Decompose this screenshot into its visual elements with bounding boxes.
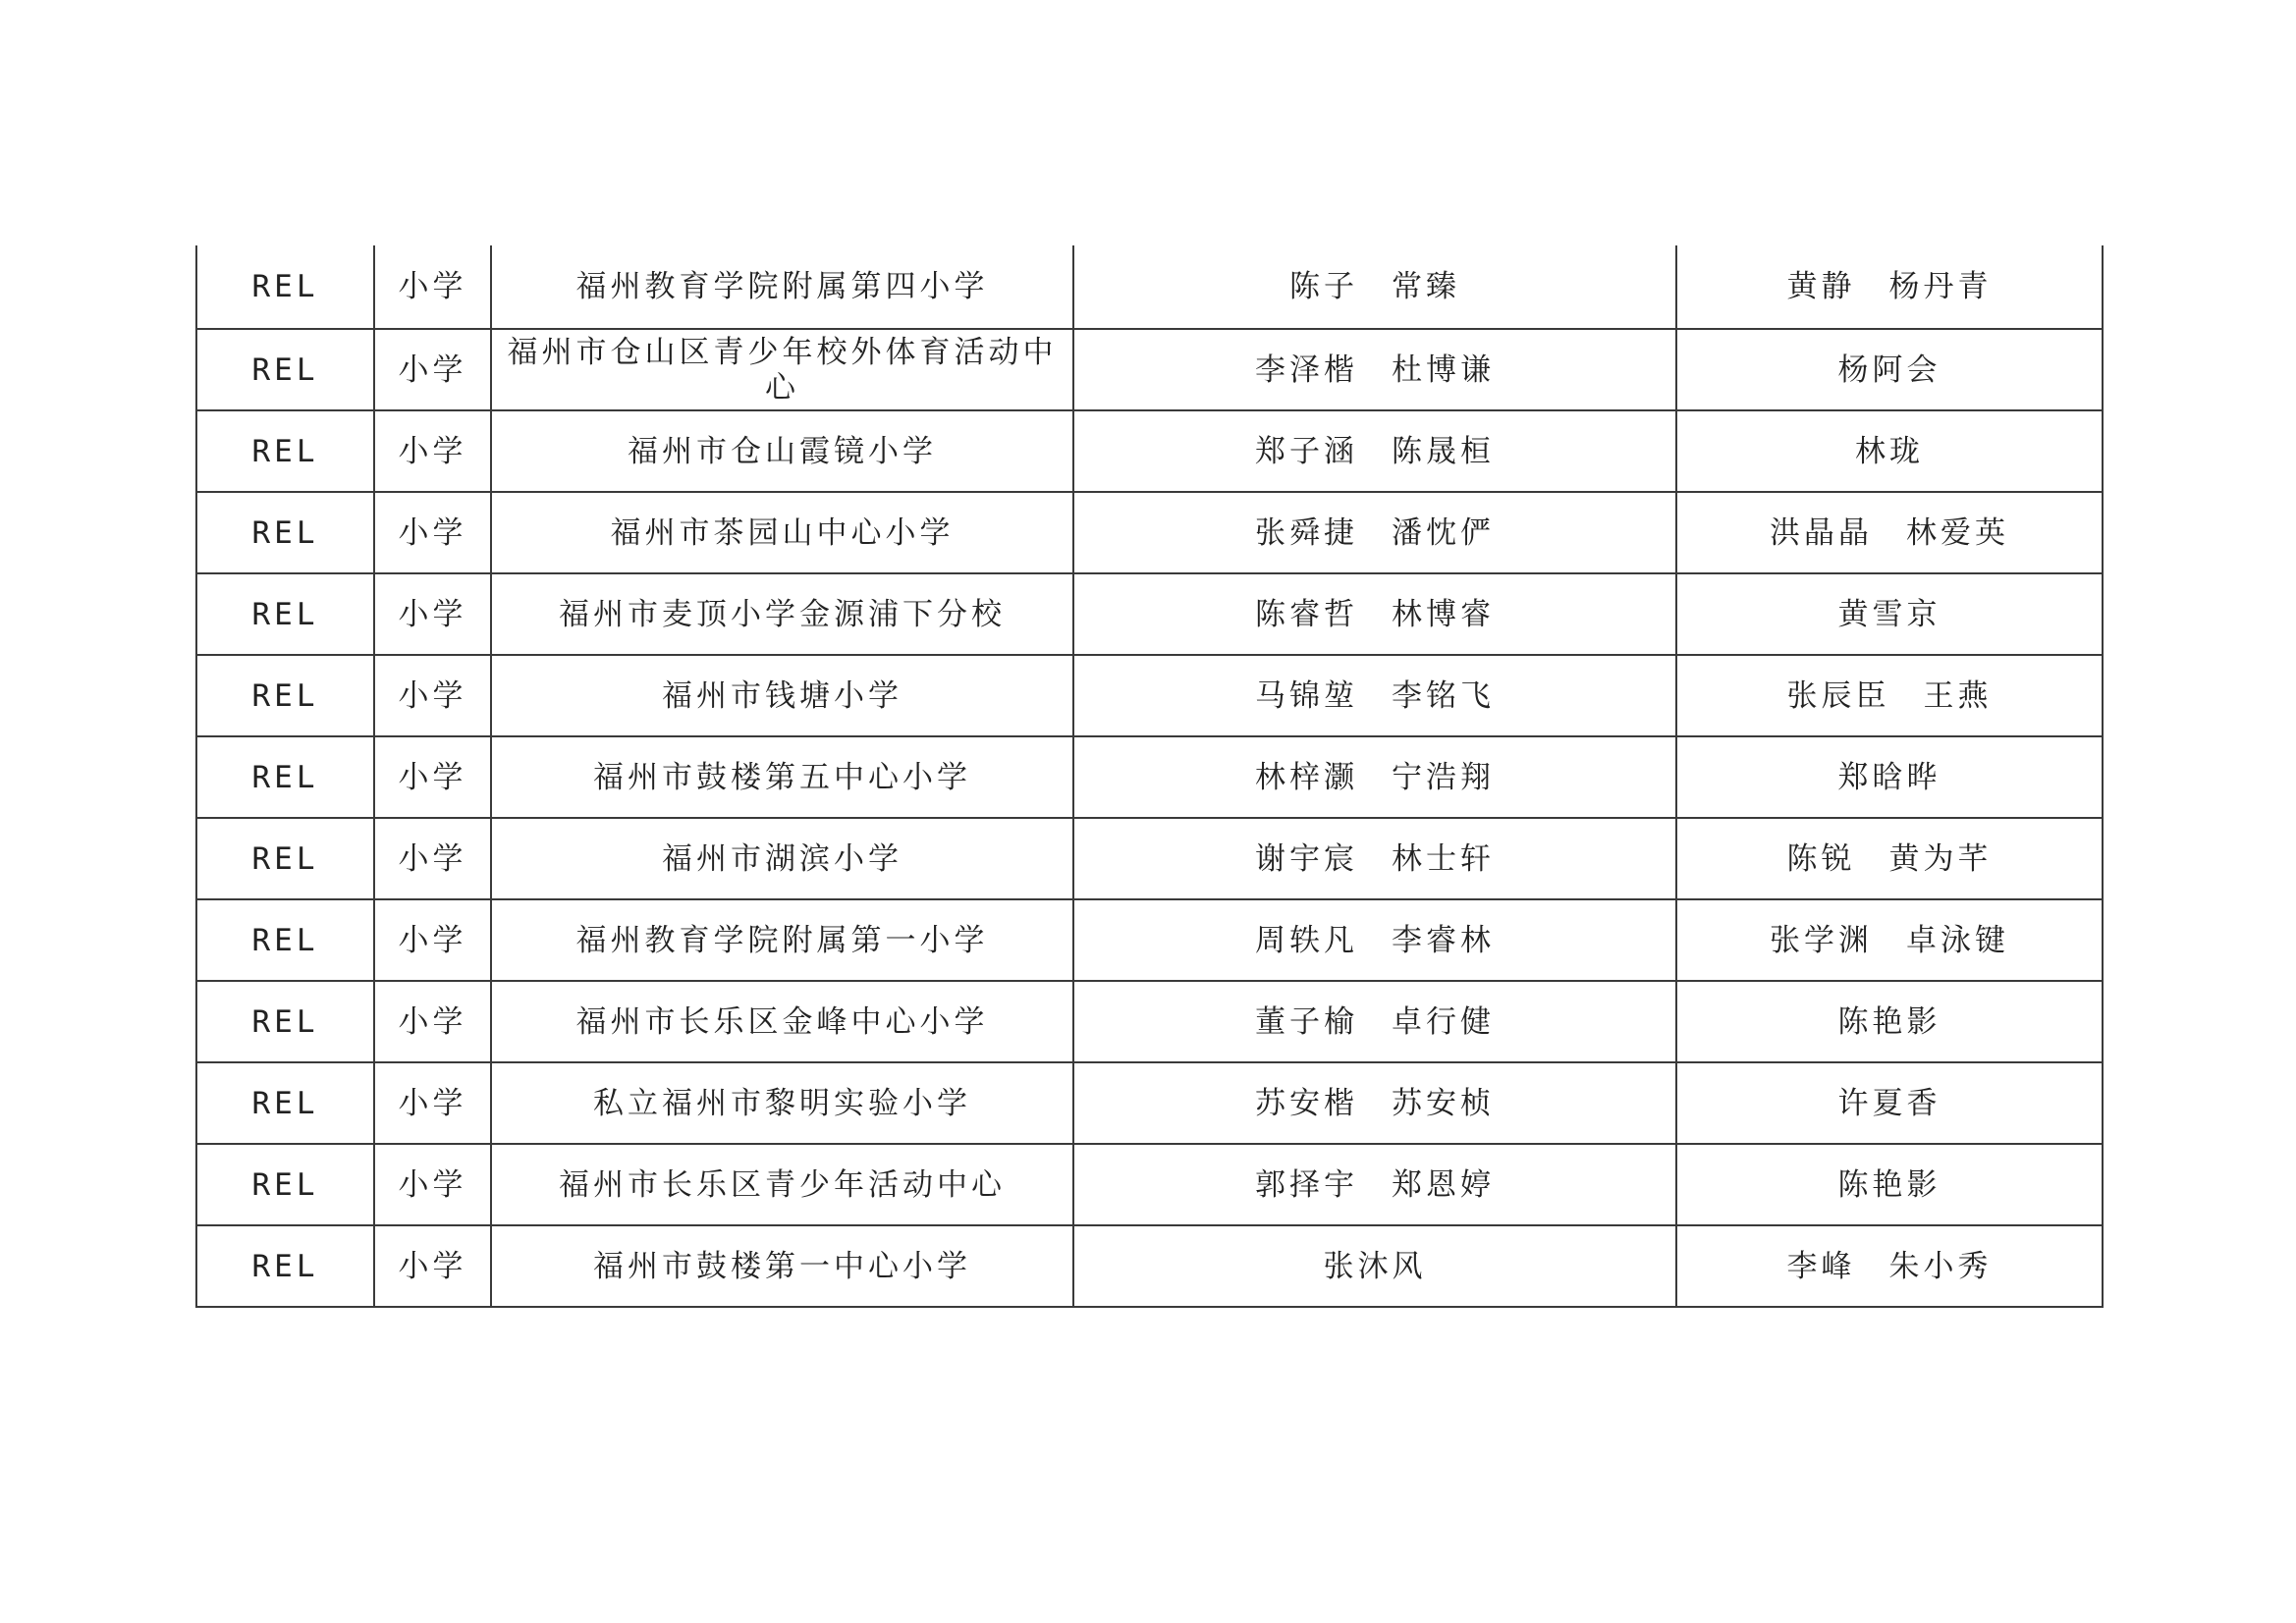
student-name: 谢宇宸 (1255, 840, 1358, 877)
level-cell: 小学 (374, 1062, 491, 1144)
coach-name: 李峰 (1786, 1248, 1856, 1284)
students-cell (1073, 818, 1676, 899)
student-name: 李铭飞 (1392, 677, 1495, 714)
table-row (196, 1144, 2103, 1225)
category-cell: REL (196, 329, 374, 410)
level-cell: 小学 (374, 1225, 491, 1307)
school-cell: 福州市鼓楼第五中心小学 (491, 736, 1073, 818)
level-cell: 小学 (374, 899, 491, 981)
table-row (196, 410, 2103, 492)
table-row (196, 573, 2103, 655)
coaches-cell (1676, 736, 2103, 818)
coaches-cell (1676, 492, 2103, 573)
level-cell: 小学 (374, 492, 491, 573)
coach-name: 黄为芊 (1888, 840, 1993, 877)
student-name: 郑子涵 (1255, 433, 1358, 469)
school-cell: 福州市长乐区金峰中心小学 (491, 981, 1073, 1062)
category-cell: REL (196, 492, 374, 573)
students-cell (1073, 329, 1676, 410)
school-cell: 福州教育学院附属第一小学 (491, 899, 1073, 981)
students-cell (1073, 736, 1676, 818)
table-row (196, 981, 2103, 1062)
school-cell: 福州市仓山区青少年校外体育活动中心 (491, 329, 1073, 410)
coach-name: 卓泳键 (1906, 922, 2009, 958)
student-name: 董子榆 (1255, 1003, 1358, 1040)
coaches-cell (1676, 818, 2103, 899)
category-cell: REL (196, 410, 374, 492)
category-cell: REL (196, 573, 374, 655)
coach-name: 王燕 (1923, 677, 1993, 714)
student-name: 苏安桢 (1392, 1085, 1495, 1121)
student-name: 郭择宇 (1255, 1166, 1358, 1203)
coach-name: 洪晶晶 (1770, 514, 1873, 551)
student-name: 苏安楷 (1255, 1085, 1358, 1121)
students-cell (1073, 1225, 1676, 1307)
students-cell (1073, 981, 1676, 1062)
students-cell (1073, 1144, 1676, 1225)
student-name: 林博睿 (1392, 596, 1495, 632)
coach-name: 张辰臣 (1786, 677, 1890, 714)
coaches-cell (1676, 655, 2103, 736)
category-cell: REL (196, 818, 374, 899)
school-cell: 福州市仓山霞镜小学 (491, 410, 1073, 492)
coaches-cell (1676, 1144, 2103, 1225)
students-cell (1073, 655, 1676, 736)
coaches-cell (1676, 245, 2103, 329)
student-name: 周轶凡 (1255, 922, 1358, 958)
school-cell: 福州市长乐区青少年活动中心 (491, 1144, 1073, 1225)
student-name: 张舜捷 (1255, 514, 1358, 551)
level-cell: 小学 (374, 981, 491, 1062)
students-cell (1073, 492, 1676, 573)
students-cell (1073, 410, 1676, 492)
coach-name: 杨阿会 (1837, 352, 1941, 388)
students-cell (1073, 1062, 1676, 1144)
level-cell: 小学 (374, 655, 491, 736)
coaches-cell (1676, 573, 2103, 655)
results-table-body (196, 245, 2103, 1307)
table-row (196, 1062, 2103, 1144)
category-cell: REL (196, 736, 374, 818)
student-name: 李睿林 (1392, 922, 1495, 958)
school-cell: 福州市麦顶小学金源浦下分校 (491, 573, 1073, 655)
coach-name: 许夏香 (1837, 1085, 1941, 1121)
table-row (196, 329, 2103, 410)
student-name: 林士轩 (1392, 840, 1495, 877)
level-cell: 小学 (374, 1144, 491, 1225)
school-cell: 福州教育学院附属第四小学 (491, 245, 1073, 329)
student-name: 卓行健 (1392, 1003, 1495, 1040)
coaches-cell (1676, 899, 2103, 981)
coaches-cell (1676, 1062, 2103, 1144)
coaches-cell (1676, 981, 2103, 1062)
student-name: 李泽楷 (1255, 352, 1358, 388)
category-cell: REL (196, 1225, 374, 1307)
category-cell: REL (196, 899, 374, 981)
school-cell: 福州市钱塘小学 (491, 655, 1073, 736)
school-cell: 私立福州市黎明实验小学 (491, 1062, 1073, 1144)
student-name: 陈睿哲 (1255, 596, 1358, 632)
student-name: 陈子 (1289, 269, 1358, 304)
table-row (196, 1225, 2103, 1307)
students-cell (1073, 573, 1676, 655)
students-cell (1073, 245, 1676, 329)
level-cell: 小学 (374, 573, 491, 655)
coach-name: 郑晗晔 (1837, 759, 1941, 795)
student-name: 宁浩翔 (1392, 759, 1495, 795)
coach-name: 陈艳影 (1837, 1003, 1941, 1040)
coach-name: 黄静 (1786, 269, 1856, 304)
table-row (196, 655, 2103, 736)
coaches-cell (1676, 1225, 2103, 1307)
table-row (196, 899, 2103, 981)
coaches-cell (1676, 329, 2103, 410)
results-table (195, 245, 2104, 1308)
category-cell: REL (196, 1062, 374, 1144)
student-name: 潘忱俨 (1392, 514, 1495, 551)
coach-name: 杨丹青 (1888, 269, 1993, 304)
student-name: 马锦堃 (1255, 677, 1358, 714)
table-row (196, 818, 2103, 899)
student-name: 陈晟桓 (1392, 433, 1495, 469)
table-row (196, 245, 2103, 329)
coach-name: 林珑 (1855, 433, 1924, 469)
school-cell: 福州市鼓楼第一中心小学 (491, 1225, 1073, 1307)
table-row (196, 736, 2103, 818)
level-cell: 小学 (374, 818, 491, 899)
level-cell: 小学 (374, 736, 491, 818)
category-cell: REL (196, 981, 374, 1062)
category-cell: REL (196, 245, 374, 329)
table-row (196, 492, 2103, 573)
coach-name: 黄雪京 (1837, 596, 1941, 632)
level-cell: 小学 (374, 410, 491, 492)
coach-name: 朱小秀 (1888, 1248, 1993, 1284)
coach-name: 陈锐 (1786, 840, 1856, 877)
level-cell: 小学 (374, 329, 491, 410)
coach-name: 陈艳影 (1837, 1166, 1941, 1203)
student-name: 郑恩婷 (1392, 1166, 1495, 1203)
category-cell: REL (196, 655, 374, 736)
students-cell (1073, 899, 1676, 981)
coach-name: 张学渊 (1770, 922, 1873, 958)
category-cell: REL (196, 1144, 374, 1225)
school-cell: 福州市茶园山中心小学 (491, 492, 1073, 573)
student-name: 林梓灏 (1255, 759, 1358, 795)
school-cell: 福州市湖滨小学 (491, 818, 1073, 899)
student-name: 张沐风 (1323, 1248, 1427, 1284)
coaches-cell (1676, 410, 2103, 492)
coach-name: 林爱英 (1906, 514, 2009, 551)
student-name: 杜博谦 (1392, 352, 1495, 388)
student-name: 常臻 (1392, 269, 1460, 304)
level-cell: 小学 (374, 245, 491, 329)
